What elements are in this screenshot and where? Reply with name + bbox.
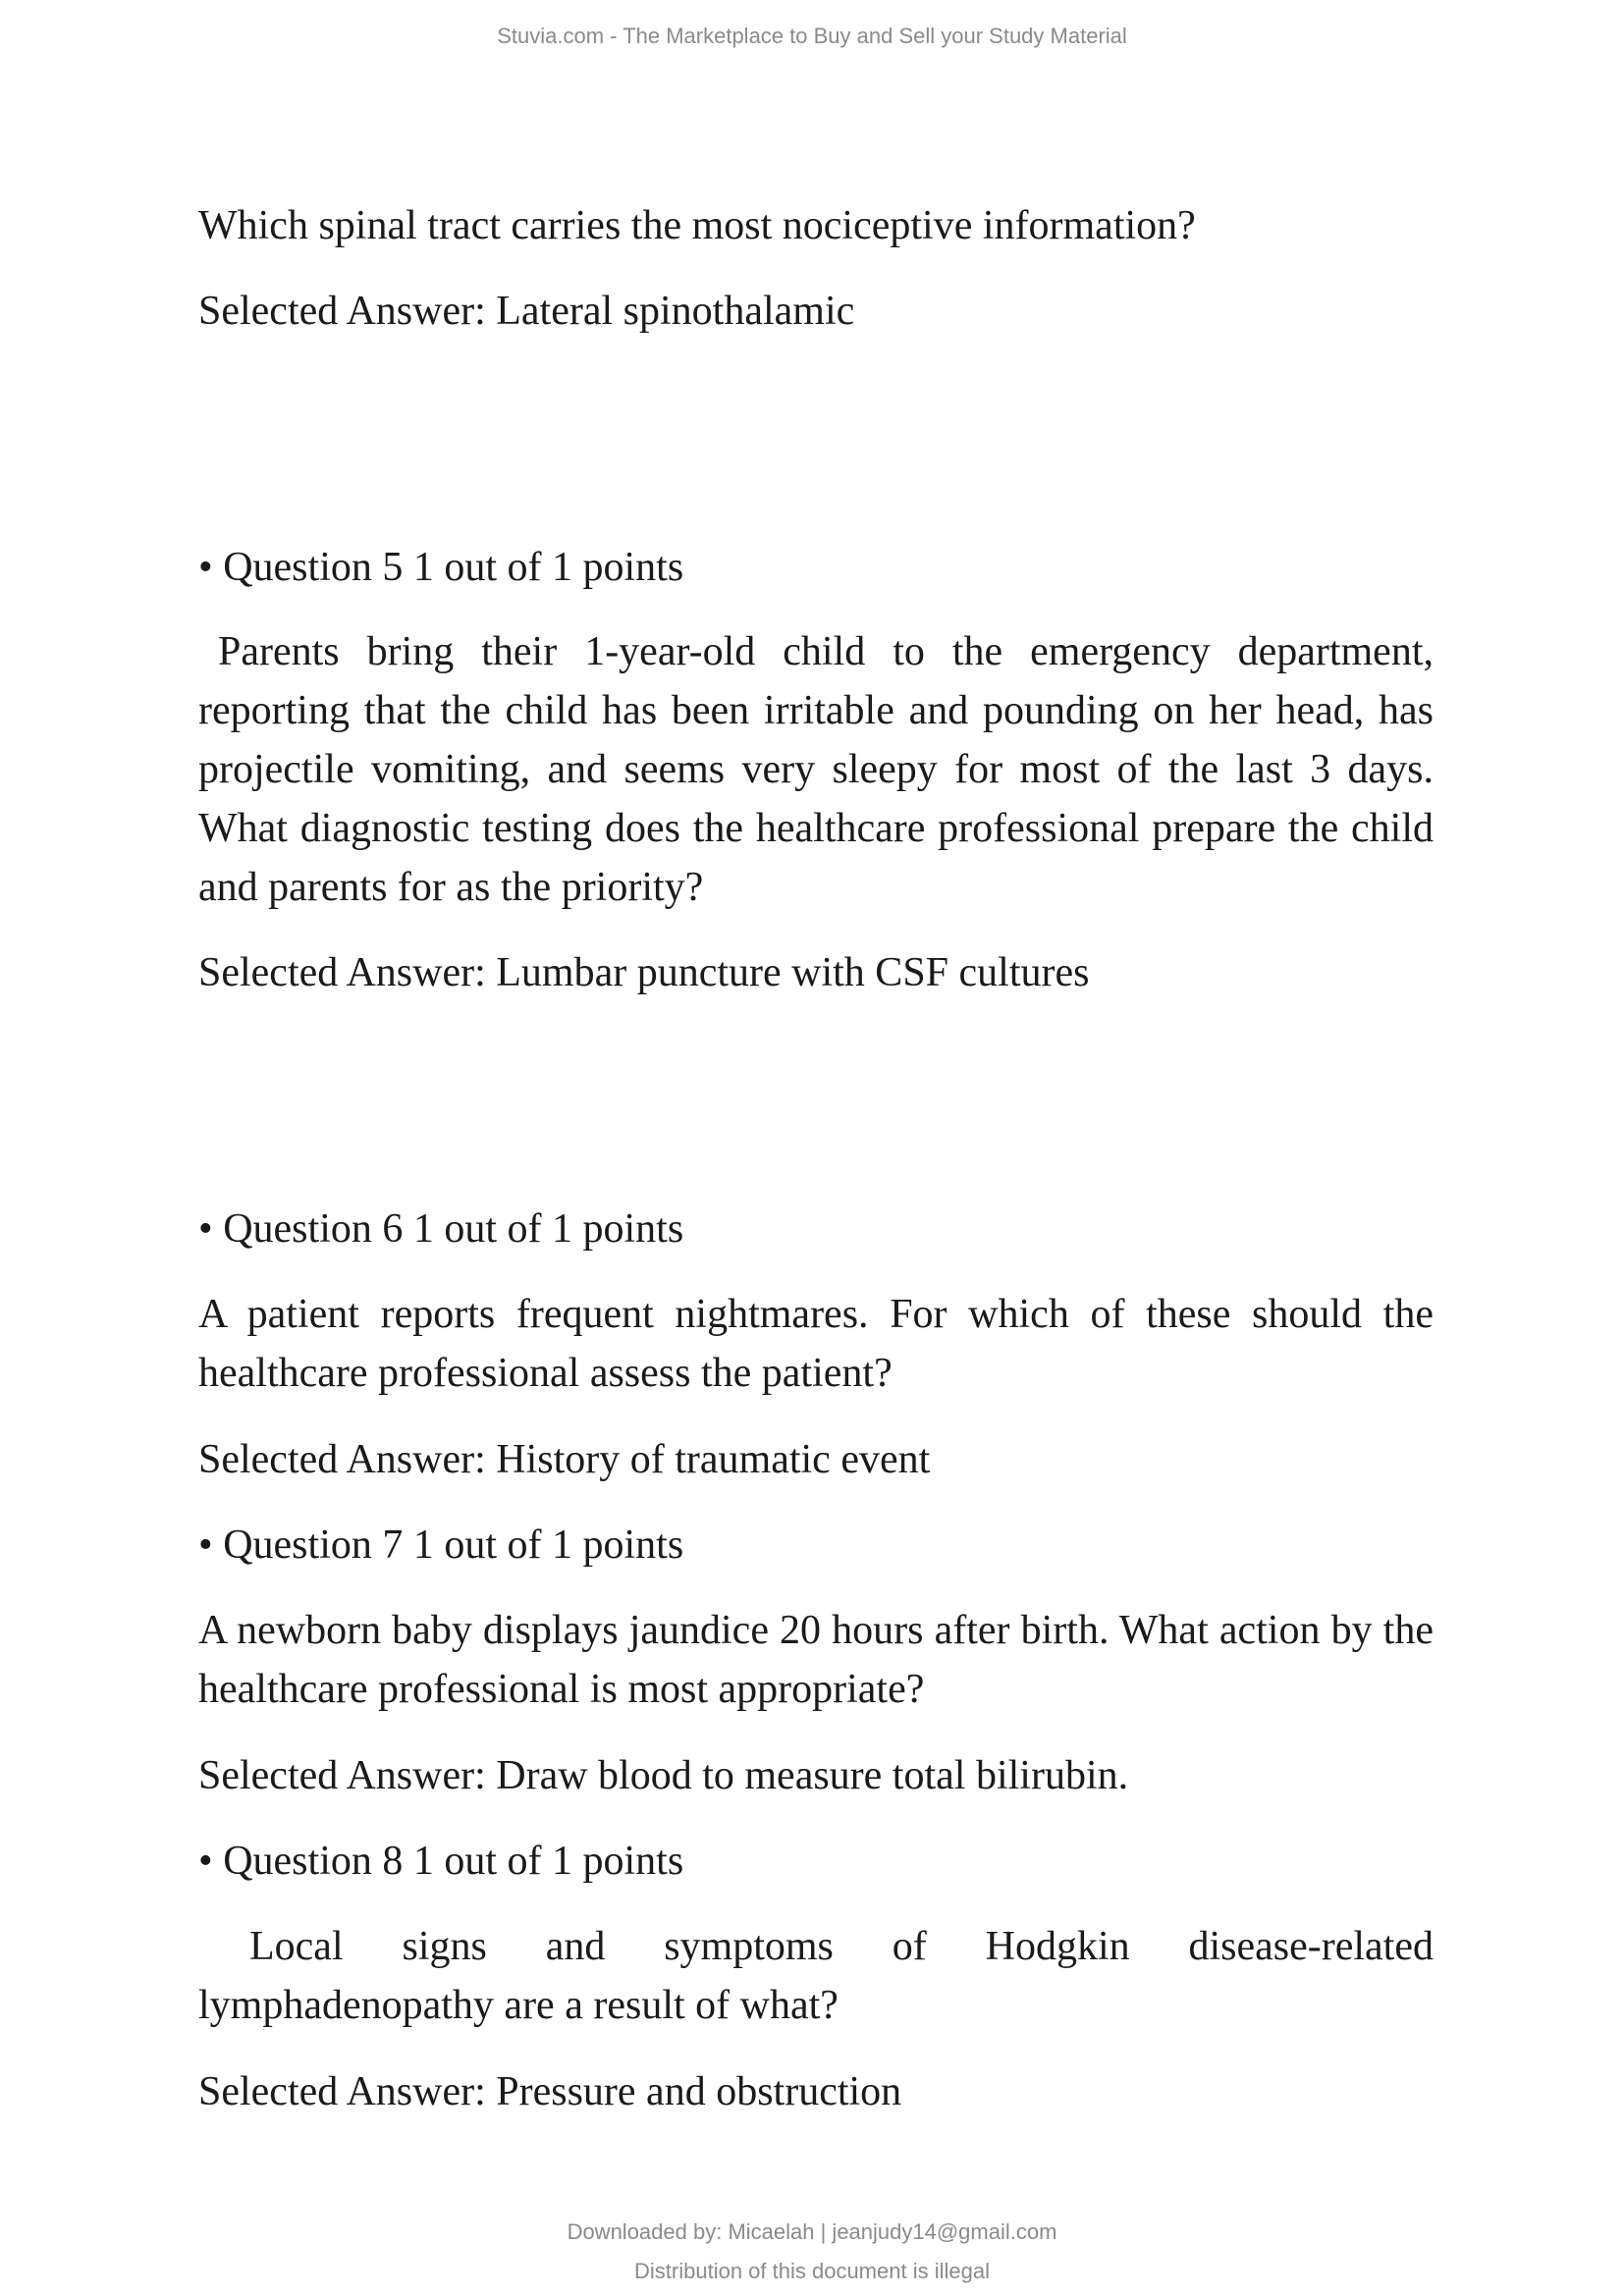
question-8-text: Local signs and symptoms of Hodgkin disease-related lymphadenopathy are a result of what? xyxy=(198,1924,1434,2028)
question-5-text: Parents bring their 1-year-old child to the emergency department, reporting that the child has been irritable and pounding on her head, has projectile vomiting, and seems very sleepy for most of the last 3 days. What diagnostic testing does the healthcare professional prepare the child and parents for as the priority? xyxy=(198,629,1434,910)
question-6-heading: • Question 6 1 out of 1 points xyxy=(198,1206,684,1252)
question-8-answer: Selected Answer: Pressure and obstruction xyxy=(198,2069,902,2114)
question-7-heading: • Question 7 1 out of 1 points xyxy=(198,1522,684,1568)
question-5-heading: • Question 5 1 out of 1 points xyxy=(198,545,684,590)
question-5-answer: Selected Answer: Lumbar puncture with CSF cultures xyxy=(198,950,1090,995)
page-header-watermark: Stuvia.com - The Marketplace to Buy and Sell your Study Material xyxy=(497,24,1127,48)
question-7-text: A newborn baby displays jaundice 20 hours after birth. What action by the healthcare professional is most appropriate? xyxy=(198,1608,1434,1712)
question-4-answer: Selected Answer: Lateral spinothalamic xyxy=(198,289,855,334)
question-7-answer: Selected Answer: Draw blood to measure total bilirubin. xyxy=(198,1753,1129,1798)
question-6-text: A patient reports frequent nightmares. For which of these should the healthcare professional assess the patient? xyxy=(198,1292,1434,1396)
question-4-text: Which spinal tract carries the most nociceptive information? xyxy=(198,203,1196,248)
footer-downloaded-by: Downloaded by: Micaelah | jeanjudy14@gmail.com xyxy=(567,2219,1057,2244)
footer-distribution-notice: Distribution of this document is illegal xyxy=(634,2259,990,2283)
question-6-answer: Selected Answer: History of traumatic event xyxy=(198,1437,931,1482)
question-8-heading: • Question 8 1 out of 1 points xyxy=(198,1839,684,1884)
